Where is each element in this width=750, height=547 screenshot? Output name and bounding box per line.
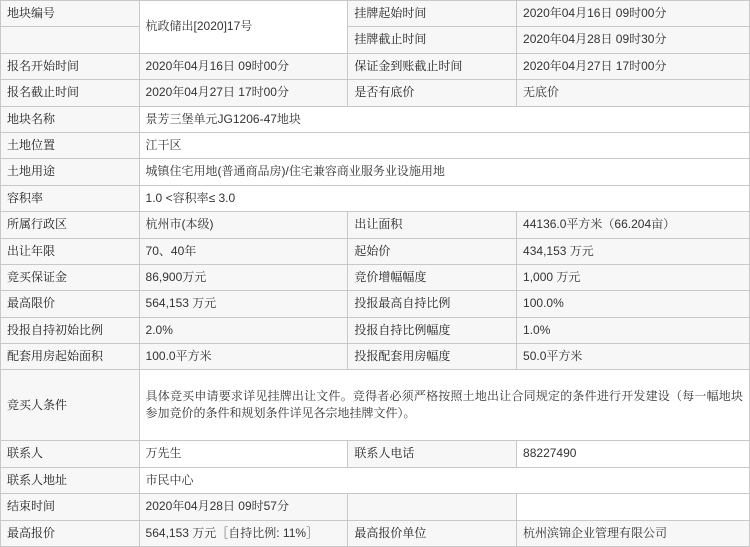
row-value-highest-bidder: 杭州滨锦企业管理有限公司 <box>517 520 750 546</box>
row-value-contact-phone: 88227490 <box>517 441 750 467</box>
row-label-contact-phone: 联系人电话 <box>348 441 517 467</box>
table-row <box>1 238 750 264</box>
row-value-transfer-term: 70、40年 <box>139 238 348 264</box>
table-row <box>1 212 750 238</box>
row-value-apply-start-time: 2020年04月16日 09时00分 <box>139 53 348 79</box>
row-value-district: 杭州市(本级) <box>139 212 348 238</box>
row-label-initial-self-hold-ratio: 投报自持初始比例 <box>1 317 140 343</box>
row-label-bid-deposit: 竞买保证金 <box>1 264 140 290</box>
table-row <box>1 291 750 317</box>
row-label-highest-bidder: 最高报价单位 <box>348 520 517 546</box>
row-label-max-self-hold-ratio: 投报最高自持比例 <box>348 291 517 317</box>
row-blank-cell-right <box>517 494 750 520</box>
row-value-land-use: 城镇住宅用地(普通商品房)/住宅兼容商业服务业设施用地 <box>139 159 749 185</box>
row-label-support-housing-start-area: 配套用房起始面积 <box>1 344 140 370</box>
row-label-price-cap: 最高限价 <box>1 291 140 317</box>
table-row <box>1 494 750 520</box>
row-value-plot-ratio: 1.0 <容积率≤ 3.0 <box>139 185 749 211</box>
row-label-transfer-term: 出让年限 <box>1 238 140 264</box>
row-label-land-use: 土地用途 <box>1 159 140 185</box>
row-value-start-price: 434,153 万元 <box>517 238 750 264</box>
row-value-contact-person: 万先生 <box>139 441 348 467</box>
row-value-listing-start-time: 2020年04月16日 09时00分 <box>517 1 750 27</box>
table-row <box>1 317 750 343</box>
table-row <box>1 520 750 546</box>
table-row <box>1 467 750 493</box>
row-value-apply-end-time: 2020年04月27日 17时00分 <box>139 80 348 106</box>
row-value-listing-end-time: 2020年04月28日 09时30分 <box>517 27 750 53</box>
row-value-bid-deposit: 86,900万元 <box>139 264 348 290</box>
row-label-contact-person: 联系人 <box>1 441 140 467</box>
row-label-bid-increment: 竞价增幅幅度 <box>348 264 517 290</box>
row-value-support-housing-step: 50.0平方米 <box>517 344 750 370</box>
table-row <box>1 1 750 27</box>
row-label-parcel-code: 地块编号 <box>1 1 140 27</box>
row-value-bid-increment: 1,000 万元 <box>517 264 750 290</box>
row-label-self-hold-ratio-step: 投报自持比例幅度 <box>348 317 517 343</box>
row-label-apply-start-time: 报名开始时间 <box>1 53 140 79</box>
table-row <box>1 264 750 290</box>
row-label-contact-address: 联系人地址 <box>1 467 140 493</box>
row-value-bidder-terms: 具体竞买申请要求详见挂牌出让文件。竞得者必须严格按照土地出让合同规定的条件进行开发建设（每一幅地块参加竞价的条件和规划条件详见各宗地挂牌文件）。 <box>139 370 749 441</box>
table-row-bidder-terms <box>1 370 750 441</box>
row-blank-cell-left <box>348 494 517 520</box>
row-value-has-reserve-price: 无底价 <box>517 80 750 106</box>
table-row <box>1 185 750 211</box>
row-label-plot-ratio: 容积率 <box>1 185 140 211</box>
table-row <box>1 159 750 185</box>
row-value-initial-self-hold-ratio: 2.0% <box>139 317 348 343</box>
row-value-deposit-deadline: 2020年04月27日 17时00分 <box>517 53 750 79</box>
row-label-parcel-name: 地块名称 <box>1 106 140 132</box>
row-label-end-time: 结束时间 <box>1 494 140 520</box>
row-value-location: 江干区 <box>139 132 749 158</box>
row-value-end-time: 2020年04月28日 09时57分 <box>139 494 348 520</box>
row-value-max-self-hold-ratio: 100.0% <box>517 291 750 317</box>
row-value-support-housing-start-area: 100.0平方米 <box>139 344 348 370</box>
row-value-parcel-code: 杭政储出[2020]17号 <box>139 1 348 54</box>
row-label-has-reserve-price: 是否有底价 <box>348 80 517 106</box>
row-value-highest-bid: 564,153 万元［自持比例: 11%］ <box>139 520 348 546</box>
table-row <box>1 80 750 106</box>
row-label-listing-start-time: 挂牌起始时间 <box>348 1 517 27</box>
table-row <box>1 27 750 53</box>
row-label-support-housing-step: 投报配套用房幅度 <box>348 344 517 370</box>
row-label-listing-end-time: 挂牌截止时间 <box>348 27 517 53</box>
row-label-highest-bid: 最高报价 <box>1 520 140 546</box>
table-row <box>1 441 750 467</box>
table-row <box>1 106 750 132</box>
row-label-district: 所属行政区 <box>1 212 140 238</box>
table-row <box>1 53 750 79</box>
row-value-price-cap: 564,153 万元 <box>139 291 348 317</box>
row-label-blank-1 <box>1 27 140 53</box>
row-label-deposit-deadline: 保证金到账截止时间 <box>348 53 517 79</box>
row-label-location: 土地位置 <box>1 132 140 158</box>
row-value-self-hold-ratio-step: 1.0% <box>517 317 750 343</box>
row-value-parcel-name: 景芳三堡单元JG1206-47地块 <box>139 106 749 132</box>
row-value-transfer-area: 44136.0平方米（66.204亩） <box>517 212 750 238</box>
row-label-bidder-terms: 竞买人条件 <box>1 370 140 441</box>
row-label-transfer-area: 出让面积 <box>348 212 517 238</box>
row-value-contact-address: 市民中心 <box>139 467 749 493</box>
row-label-apply-end-time: 报名截止时间 <box>1 80 140 106</box>
table-row <box>1 344 750 370</box>
table-row <box>1 132 750 158</box>
row-label-start-price: 起始价 <box>348 238 517 264</box>
